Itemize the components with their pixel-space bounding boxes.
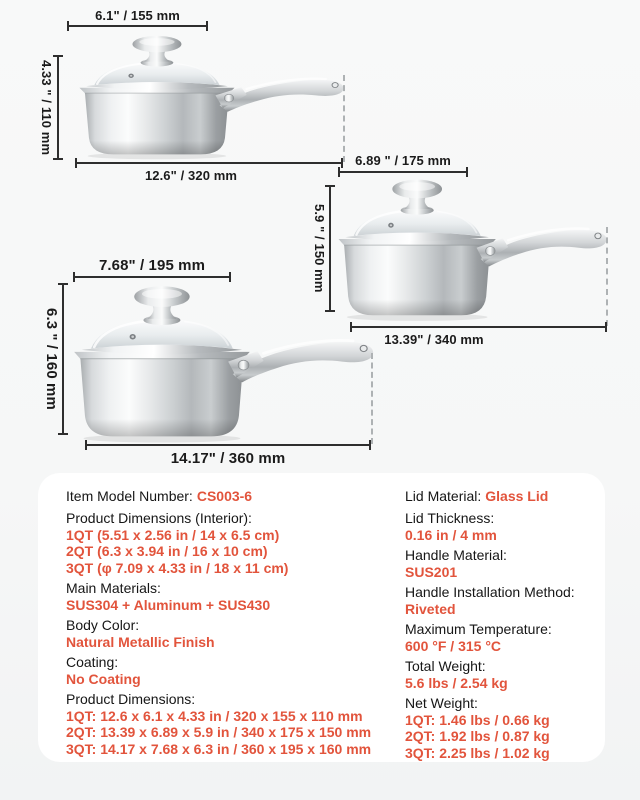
dim-label-1qt-height: 4.33 " / 110 mm bbox=[39, 59, 54, 156]
spec-value: 1QT: 1.46 lbs / 0.66 kg bbox=[405, 711, 550, 728]
spec-label: Lid Material: bbox=[405, 488, 482, 504]
projection-line-1qt bbox=[343, 75, 345, 162]
spec-column-right bbox=[405, 488, 587, 762]
dim-label-3qt-top-diameter: 7.68" / 195 mm bbox=[98, 257, 206, 274]
spec-value: 0.16 in / 4 mm bbox=[405, 526, 497, 543]
dim-label-1qt-top-diameter: 6.1" / 155 mm bbox=[95, 8, 180, 23]
dim-line-3qt-length bbox=[85, 444, 371, 446]
spec-value: 600 °F / 315 °C bbox=[405, 637, 502, 654]
spec-label: Product Dimensions: bbox=[66, 691, 196, 707]
spec-value: Natural Metallic Finish bbox=[66, 633, 215, 650]
spec-value: 3QT: 2.25 lbs / 1.02 kg bbox=[405, 744, 550, 761]
spec-net-weight bbox=[405, 695, 587, 761]
spec-product-dimensions bbox=[66, 691, 405, 757]
saucepan-3qt-image bbox=[68, 280, 376, 446]
spec-value: 2QT (6.3 x 3.94 in / 16 x 10 cm) bbox=[66, 543, 268, 559]
projection-line-3qt bbox=[371, 353, 373, 444]
dim-line-3qt-top-diameter bbox=[73, 276, 231, 278]
spec-panel bbox=[38, 473, 605, 762]
spec-lid-thickness bbox=[405, 510, 587, 543]
spec-label: Total Weight: bbox=[405, 658, 486, 674]
dim-line-1qt-top-diameter bbox=[67, 25, 208, 27]
spec-value: 3QT (φ 7.09 x 4.33 in / 18 x 11 cm) bbox=[66, 559, 289, 576]
spec-value: 1QT (5.51 x 2.56 in / 14 x 6.5 cm) bbox=[66, 526, 280, 543]
dim-label-3qt-length: 14.17" / 360 mm bbox=[170, 450, 286, 467]
spec-product-dimensions-interior bbox=[66, 510, 405, 576]
spec-value: SUS304 + Aluminum + SUS430 bbox=[66, 596, 271, 613]
spec-label: Main Materials: bbox=[66, 580, 161, 596]
dim-line-3qt-height bbox=[62, 283, 64, 435]
dim-label-2qt-top-diameter: 6.89 " / 175 mm bbox=[355, 153, 451, 168]
spec-handle-installation-method bbox=[405, 584, 587, 617]
dim-label-2qt-height: 5.9 " / 150 mm bbox=[312, 204, 327, 293]
spec-label: Lid Thickness: bbox=[405, 510, 495, 526]
dim-label-3qt-height: 6.3 " / 160 mm bbox=[43, 308, 60, 410]
spec-label: Product Dimensions (Interior): bbox=[66, 510, 252, 526]
spec-body-color bbox=[66, 617, 405, 650]
spec-lid-material bbox=[405, 488, 587, 506]
spec-maximum-temperature bbox=[405, 621, 587, 654]
spec-value: SUS201 bbox=[405, 563, 458, 580]
spec-total-weight bbox=[405, 658, 587, 691]
spec-label: Handle Installation Method: bbox=[405, 584, 575, 600]
spec-label: Item Model Number: bbox=[66, 488, 193, 504]
spec-label: Body Color: bbox=[66, 617, 140, 633]
spec-main-materials bbox=[66, 580, 405, 613]
spec-label: Net Weight: bbox=[405, 695, 478, 711]
spec-value: 5.6 lbs / 2.54 kg bbox=[405, 674, 508, 691]
spec-value: 3QT: 14.17 x 7.68 x 6.3 in / 360 x 195 x 160 mm bbox=[66, 740, 372, 757]
spec-value: No Coating bbox=[66, 670, 141, 687]
projection-line-2qt bbox=[606, 227, 608, 326]
dim-line-1qt-length bbox=[75, 162, 343, 164]
dim-label-1qt-length: 12.6" / 320 mm bbox=[144, 168, 238, 183]
spec-value: 2QT: 1.92 lbs / 0.87 kg bbox=[405, 728, 550, 744]
spec-label: Handle Material: bbox=[405, 547, 507, 563]
spec-value: 1QT: 12.6 x 6.1 x 4.33 in / 320 x 155 x 110 mm bbox=[66, 707, 363, 724]
dim-line-2qt-top-diameter bbox=[338, 171, 468, 173]
saucepan-1qt-image bbox=[74, 31, 346, 162]
dim-label-2qt-length: 13.39" / 340 mm bbox=[384, 332, 484, 347]
spec-column-left bbox=[66, 488, 405, 762]
spec-value: 2QT: 13.39 x 6.89 x 5.9 in / 340 x 175 x 150 mm bbox=[66, 724, 372, 740]
spec-label: Coating: bbox=[66, 654, 119, 670]
spec-handle-material bbox=[405, 547, 587, 580]
spec-coating bbox=[66, 654, 405, 687]
spec-value: Glass Lid bbox=[485, 488, 549, 504]
spec-item-model-number bbox=[66, 488, 405, 506]
spec-value: CS003-6 bbox=[196, 488, 253, 504]
spec-value: Riveted bbox=[405, 600, 456, 617]
dim-line-1qt-height bbox=[57, 55, 59, 160]
dim-line-2qt-length bbox=[350, 326, 607, 328]
spec-label: Maximum Temperature: bbox=[405, 621, 552, 637]
